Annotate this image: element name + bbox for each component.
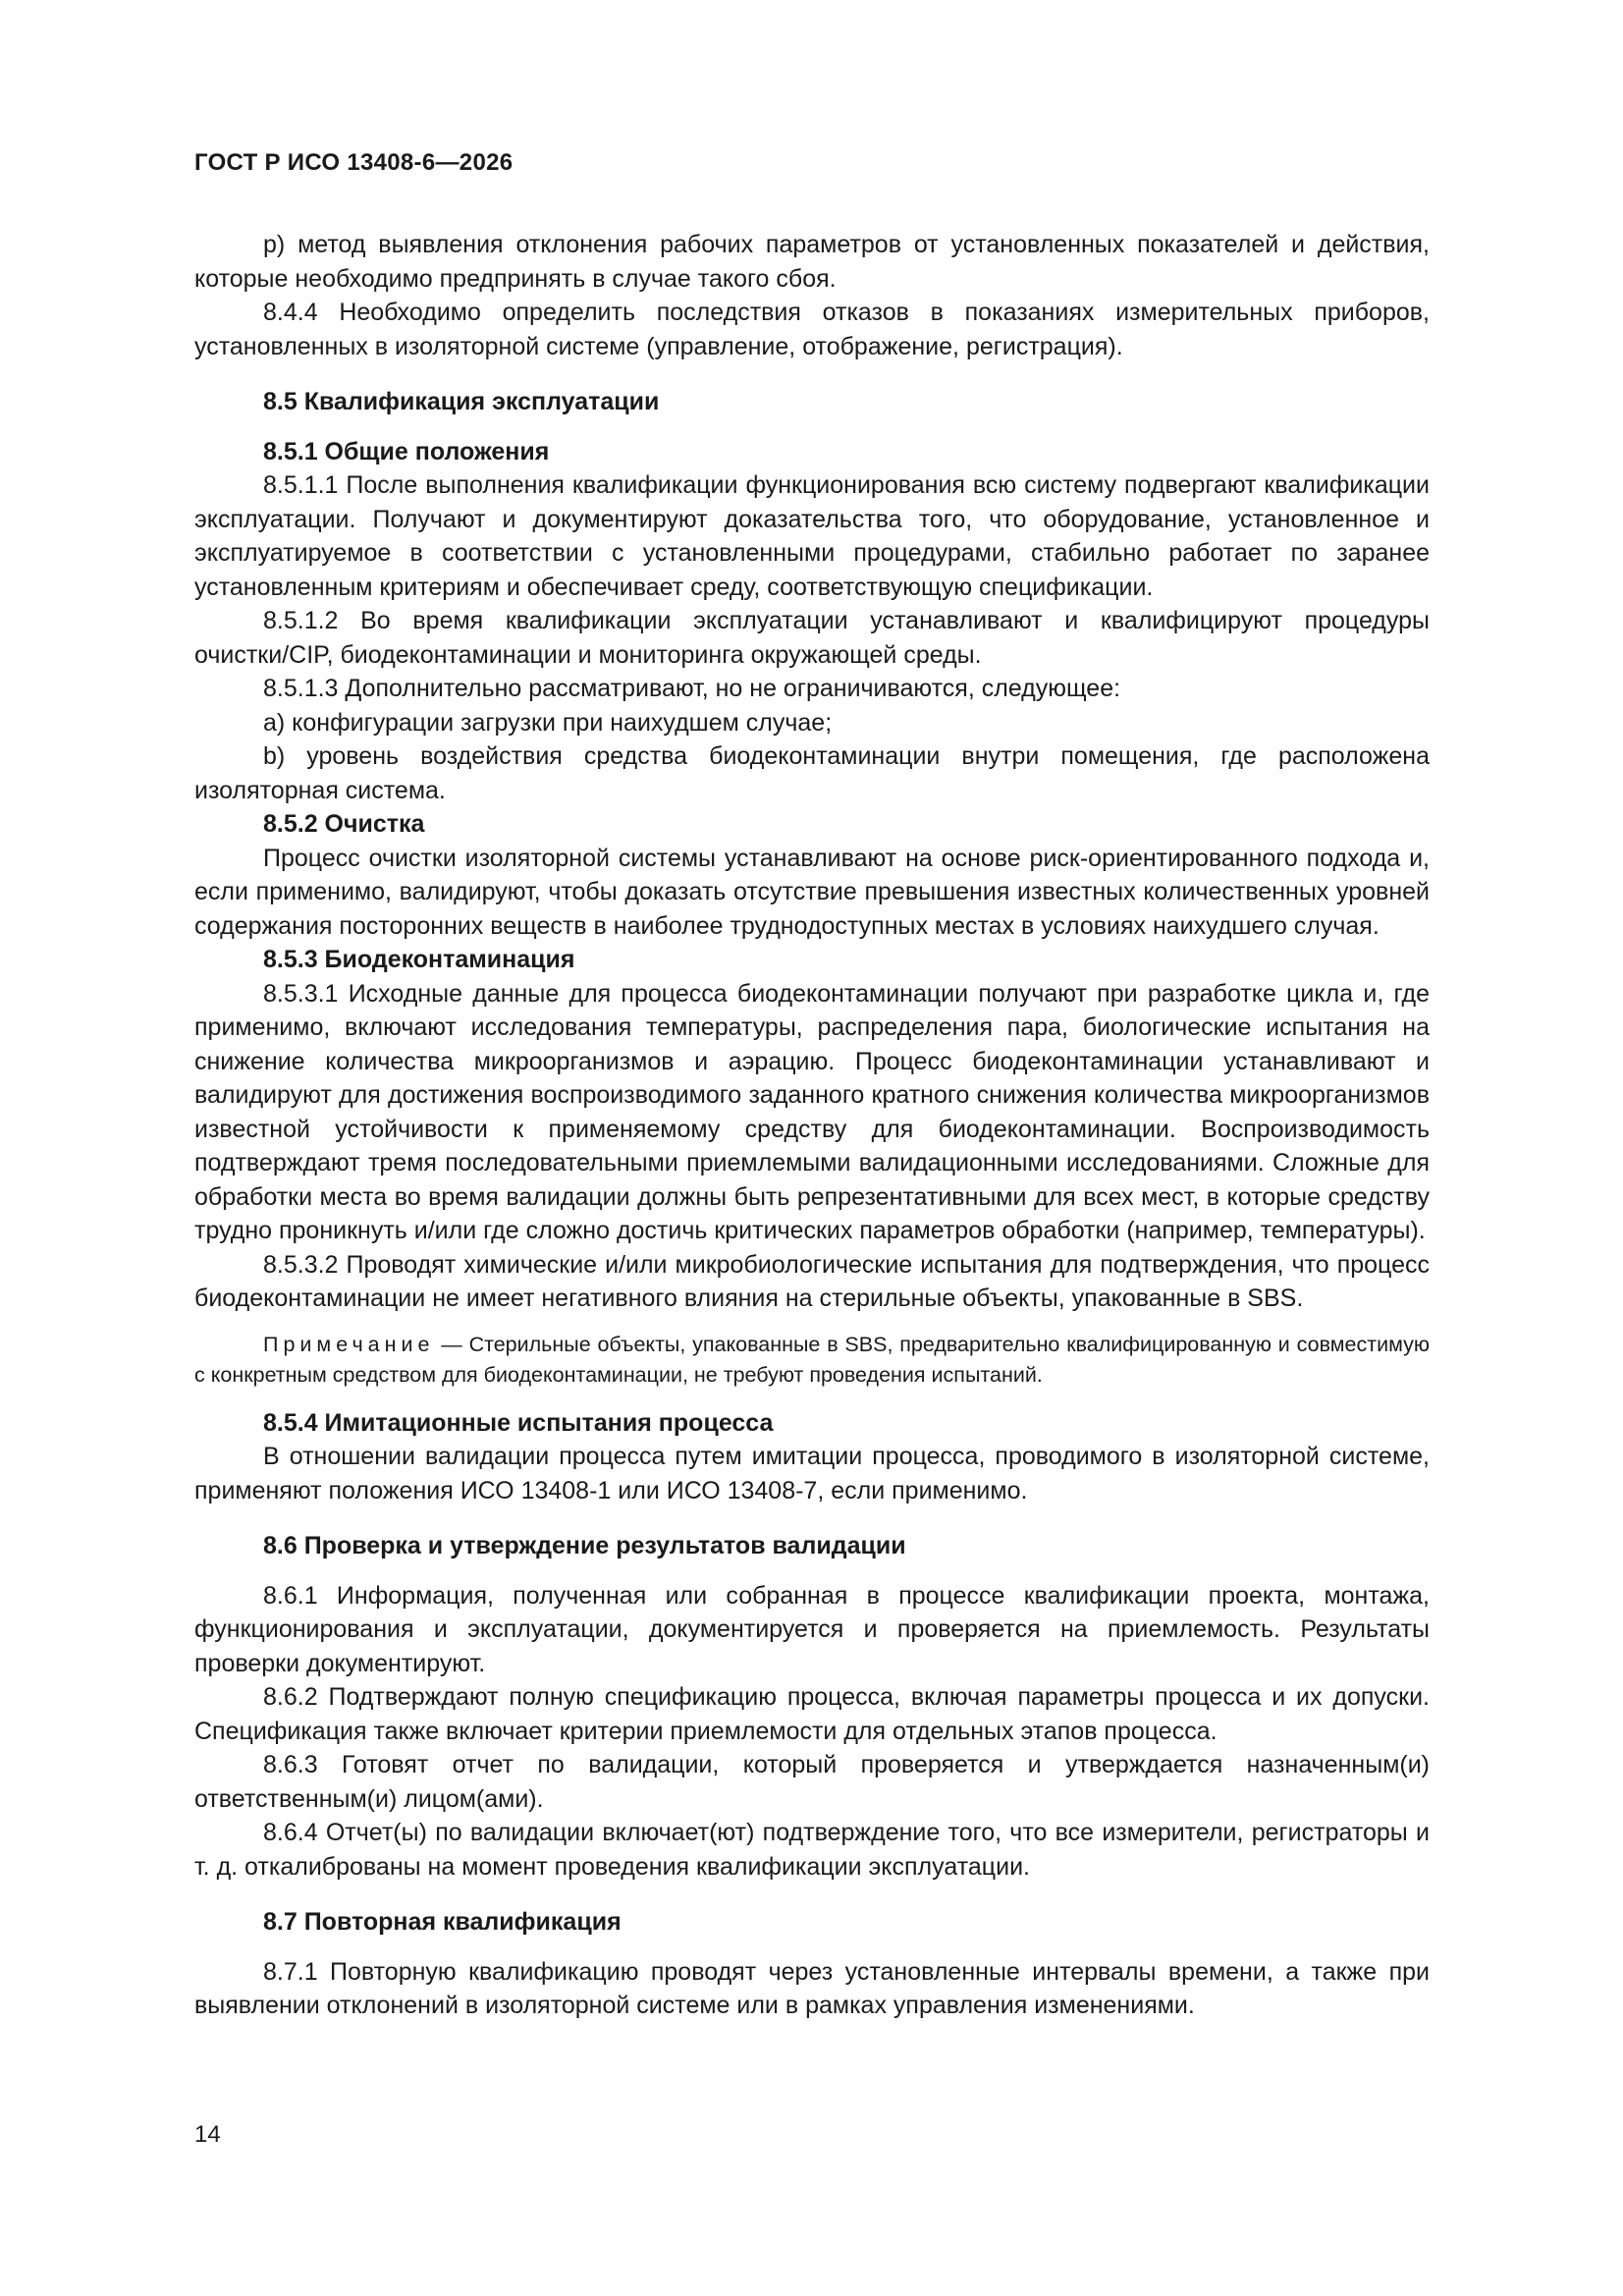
heading-8-5-4: 8.5.4 Имитационные испытания процесса [263,1408,774,1437]
document-header: ГОСТ Р ИСО 13408-6—2026 [194,149,514,176]
note-text: — Стерильные объекты, упакованные в SBS, предварительно квалифицированную и совместимую с конкретным средством для биодеконтаминации, не требуют проведения испытаний. [194,1332,1430,1387]
heading-8-6: 8.6 Проверка и утверждение результатов валидации [263,1532,906,1559]
paragraph-8-5-3-2: 8.5.3.2 Проводят химические и/или микробиологические испытания для подтверждения, что процесс биодеконтаминации не имеет негативного влияния на стерильные объекты, упакованные в SBS. [194,1250,1430,1312]
heading-8-7: 8.7 Повторная квалификация [263,1908,622,1936]
paragraph-p: р) метод выявления отклонения рабочих параметров от установленных показателей и действия, которые необходимо предпринять в случае такого сбоя. [194,231,1430,293]
paragraph-8-5-3-1: 8.5.3.1 Исходные данные для процесса биодеконтаминации получают при разработке цикла и, где применимо, включают исследования температуры, распределения пара, биологические испытания на снижение количества микроорганизмов и аэрацию. Процесс биодеконтаминации устанавливают и валидируют для достижения воспроизводимого заданного кратного снижения количества микроорганизмов известной устойчивости к применяемому средству для биодеконтаминации. Воспроизводимость подтверждают тремя последовательными приемлемыми валидационными исследованиями. Сложные для обработки места во время валидации должны быть репрезентативными для всех мест, в которые средству трудно проникнуть и/или где сложно достичь критических параметров обработки (например, температуры). [194,979,1430,1244]
note-label: Примечание [263,1332,435,1356]
paragraph-8-4-4: 8.4.4 Необходимо определить последствия отказов в показаниях измерительных приборов, установленных в изоляторной системе (управление, отображение, регистрация). [194,299,1430,360]
paragraph-8-5-1-1: 8.5.1.1 После выполнения квалификации функционирования всю систему подвергают квалификации эксплуатации. Получают и документируют доказательства того, что оборудование, установленное и эксплуатируемое в соответствии с установленными процедурами, стабильно работает по заранее установленным критериям и обеспечивает среду, соответствующую спецификации. [194,471,1430,601]
paragraph-8-5-2: Процесс очистки изоляторной системы устанавливают на основе риск-ориентированного подхода и, если применимо, валидируют, чтобы доказать отсутствие превышения известных количественных уровней содержания посторонних веществ в наиболее труднодоступных местах в условиях наихудшего случая. [194,844,1430,940]
heading-8-5-2: 8.5.2 Очистка [263,810,425,838]
paragraph-8-5-1-3: 8.5.1.3 Дополнительно рассматривают, но не ограничиваются, следующее: [263,675,1121,702]
document-body [194,228,1430,2023]
paragraph-8-6-4: 8.6.4 Отчет(ы) по валидации включает(ют) подтверждение того, что все измерители, регистраторы и т. д. откалиброваны на момент проведения квалификации эксплуатации. [194,1819,1430,1881]
page-number: 14 [194,2121,221,2148]
heading-8-5-3: 8.5.3 Биодеконтаминация [263,946,575,973]
paragraph-8-5-4: В отношении валидации процесса путем имитации процесса, проводимого в изоляторной системе, применяют положения ИСО 13408-1 или ИСО 13408-7, если применимо. [194,1443,1430,1504]
list-item-b: b) уровень воздействия средства биодеконтаминации внутри помещения, где расположена изоляторная система. [194,742,1430,804]
paragraph-8-6-2: 8.6.2 Подтверждают полную спецификацию процесса, включая параметры процесса и их допуски. Спецификация также включает критерии приемлемости для отдельных этапов процесса. [194,1683,1430,1745]
heading-8-5-1: 8.5.1 Общие положения [263,437,550,465]
paragraph-8-6-1: 8.6.1 Информация, полученная или собранная в процессе квалификации проекта, монтажа, функционирования и эксплуатации, документируется и проверяется на приемлемость. Результаты проверки документируют. [194,1581,1430,1677]
note [194,1330,1430,1391]
paragraph-8-7-1: 8.7.1 Повторную квалификацию проводят через установленные интервалы времени, а также при выявлении отклонений в изоляторной системе или в рамках управления изменениями. [194,1957,1430,2019]
paragraph-8-5-1-2: 8.5.1.2 Во время квалификации эксплуатации устанавливают и квалифицируют процедуры очистки/CIP, биодеконтаминации и мониторинга окружающей среды. [194,607,1430,669]
heading-8-5: 8.5 Квалификация эксплуатации [263,388,660,415]
list-item-a: a) конфигурации загрузки при наихудшем случае; [263,708,833,737]
paragraph-8-6-3: 8.6.3 Готовят отчет по валидации, который проверяется и утверждается назначенным(и) ответственным(и) лицом(ами). [194,1751,1430,1813]
